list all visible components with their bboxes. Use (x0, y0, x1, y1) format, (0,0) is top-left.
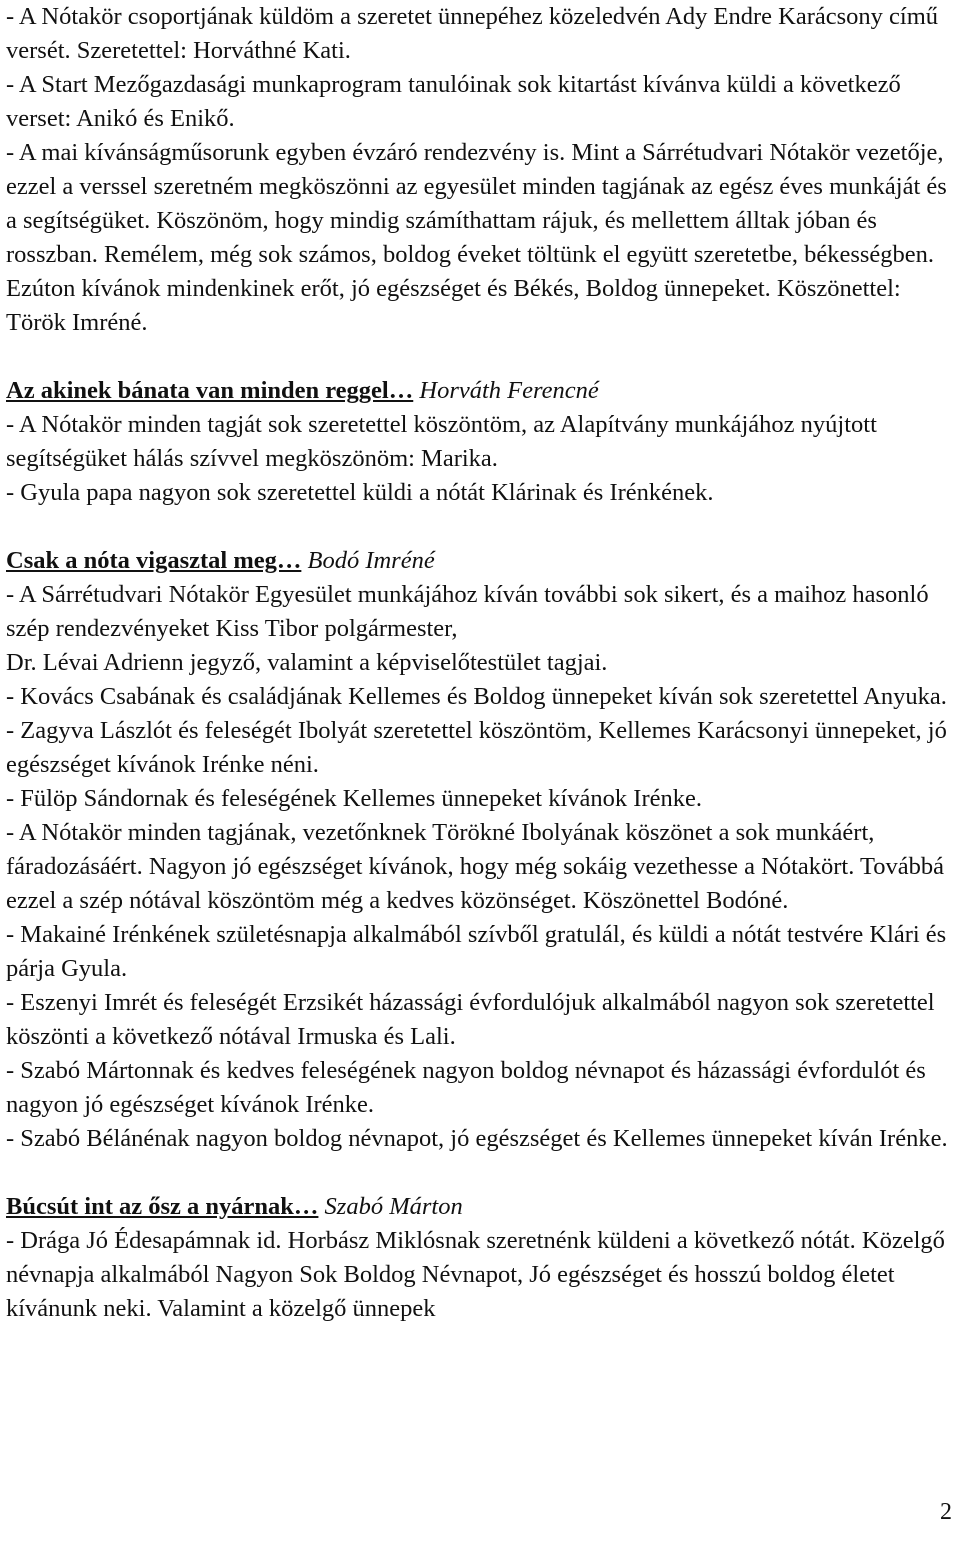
dedication-paragraph: - Zagyva Lászlót és feleségét Ibolyát szeretettel köszöntöm, Kellemes Karácsonyi ünnepeket, jó egészséget kívánok Irénke néni. (6, 717, 947, 778)
song-author: Bodó Imréné (307, 547, 435, 574)
dedication-paragraph: - Eszenyi Imrét és feleségét Erzsikét házassági évfordulójuk alkalmából nagyon sok szeretettel köszönti a következő nótával Irmuska és Lali. (6, 989, 935, 1050)
dedication-paragraph: - A Sárrétudvari Nótakör Egyesület munkájához kíván további sok sikert, és a maihoz hasonló szép rendezvényeket Kiss Tibor polgármester, (6, 581, 929, 642)
intro-paragraph: - A Start Mezőgazdasági munkaprogram tanulóinak sok kitartást kívánva küldi a következő verset: Anikó és Enikő. (6, 71, 901, 132)
song-section (6, 1190, 956, 1326)
intro-block (6, 0, 956, 340)
intro-paragraph: - A Nótakör csoportjának küldöm a szeretet ünnepéhez közeledvén Ady Endre Karácsony című versét. Szeretettel: Horváthné Kati. (6, 3, 939, 64)
song-title: Csak a nóta vigasztal meg… (6, 547, 302, 574)
song-title: Az akinek bánata van minden reggel… (6, 377, 414, 404)
song-heading (6, 1190, 956, 1224)
dedication-paragraph: - Drága Jó Édesapámnak id. Horbász Miklósnak szeretnénk küldeni a következő nótát. Közelgő névnapja alkalmából Nagyon Sok Boldog Névnapot, Jó egészséget és hosszú boldog életet kívánunk neki. Valamint a közelgő ünnepek (6, 1227, 945, 1322)
document-page (6, 0, 956, 1326)
dedication-paragraph: - Kovács Csabának és családjának Kellemes és Boldog ünnepeket kíván sok szeretettel Anyuka. (6, 683, 947, 710)
intro-paragraph: - A mai kívánságműsorunk egyben évzáró rendezvény is. Mint a Sárrétudvari Nótakör vezetője, ezzel a verssel szeretném megköszönni az egyesület minden tagjának az egész éves munkáját és a segítségüket. Köszönöm, hogy mindig számíthattam rájuk, és mellettem álltak jóban és rosszban. Remélem, még sok számos, boldog éveket töltünk el együtt szeretetbe, békességben. Ezúton kívánok mindenkinek erőt, jó egészséget és Békés, Boldog ünnepeket. Köszönettel: Török Imréné. (6, 139, 947, 336)
page-number: 2 (940, 1499, 952, 1525)
dedication-paragraph: - A Nótakör minden tagját sok szeretettel köszöntöm, az Alapítvány munkájához nyújtott segítségüket hálás szívvel megköszönöm: Marika. (6, 411, 877, 472)
song-author: Szabó Márton (324, 1193, 463, 1220)
dedication-paragraph: - A Nótakör minden tagjának, vezetőnknek Törökné Ibolyának köszönet a sok munkáért, fáradozásáért. Nagyon jó egészséget kívánok, hogy még sokáig vezethesse a Nótakört. Továbbá ezzel a szép nótával köszöntöm még a kedves közönséget. Köszönettel Bodóné. (6, 819, 945, 914)
song-heading (6, 374, 956, 408)
dedication-paragraph: - Szabó Mártonnak és kedves feleségének nagyon boldog névnapot és házassági évfordulót és nagyon jó egészséget kívánok Irénke. (6, 1057, 926, 1118)
dedication-paragraph: - Gyula papa nagyon sok szeretettel küldi a nótát Klárinak és Irénkének. (6, 479, 714, 506)
song-heading (6, 544, 956, 578)
song-section (6, 374, 956, 510)
song-section (6, 544, 956, 1156)
song-title: Búcsút int az ősz a nyárnak… (6, 1193, 319, 1220)
dedication-paragraph: - Makainé Irénkének születésnapja alkalmából szívből gratulál, és küldi a nótát testvére Klári és párja Gyula. (6, 921, 947, 982)
dedication-paragraph: - Fülöp Sándornak és feleségének Kellemes ünnepeket kívánok Irénke. (6, 785, 702, 812)
song-author: Horváth Ferencné (419, 377, 599, 404)
dedication-paragraph: - Szabó Bélánénak nagyon boldog névnapot, jó egészséget és Kellemes ünnepeket kíván Irénke. (6, 1125, 948, 1152)
dedication-paragraph: Dr. Lévai Adrienn jegyző, valamint a képviselőtestület tagjai. (6, 649, 608, 676)
